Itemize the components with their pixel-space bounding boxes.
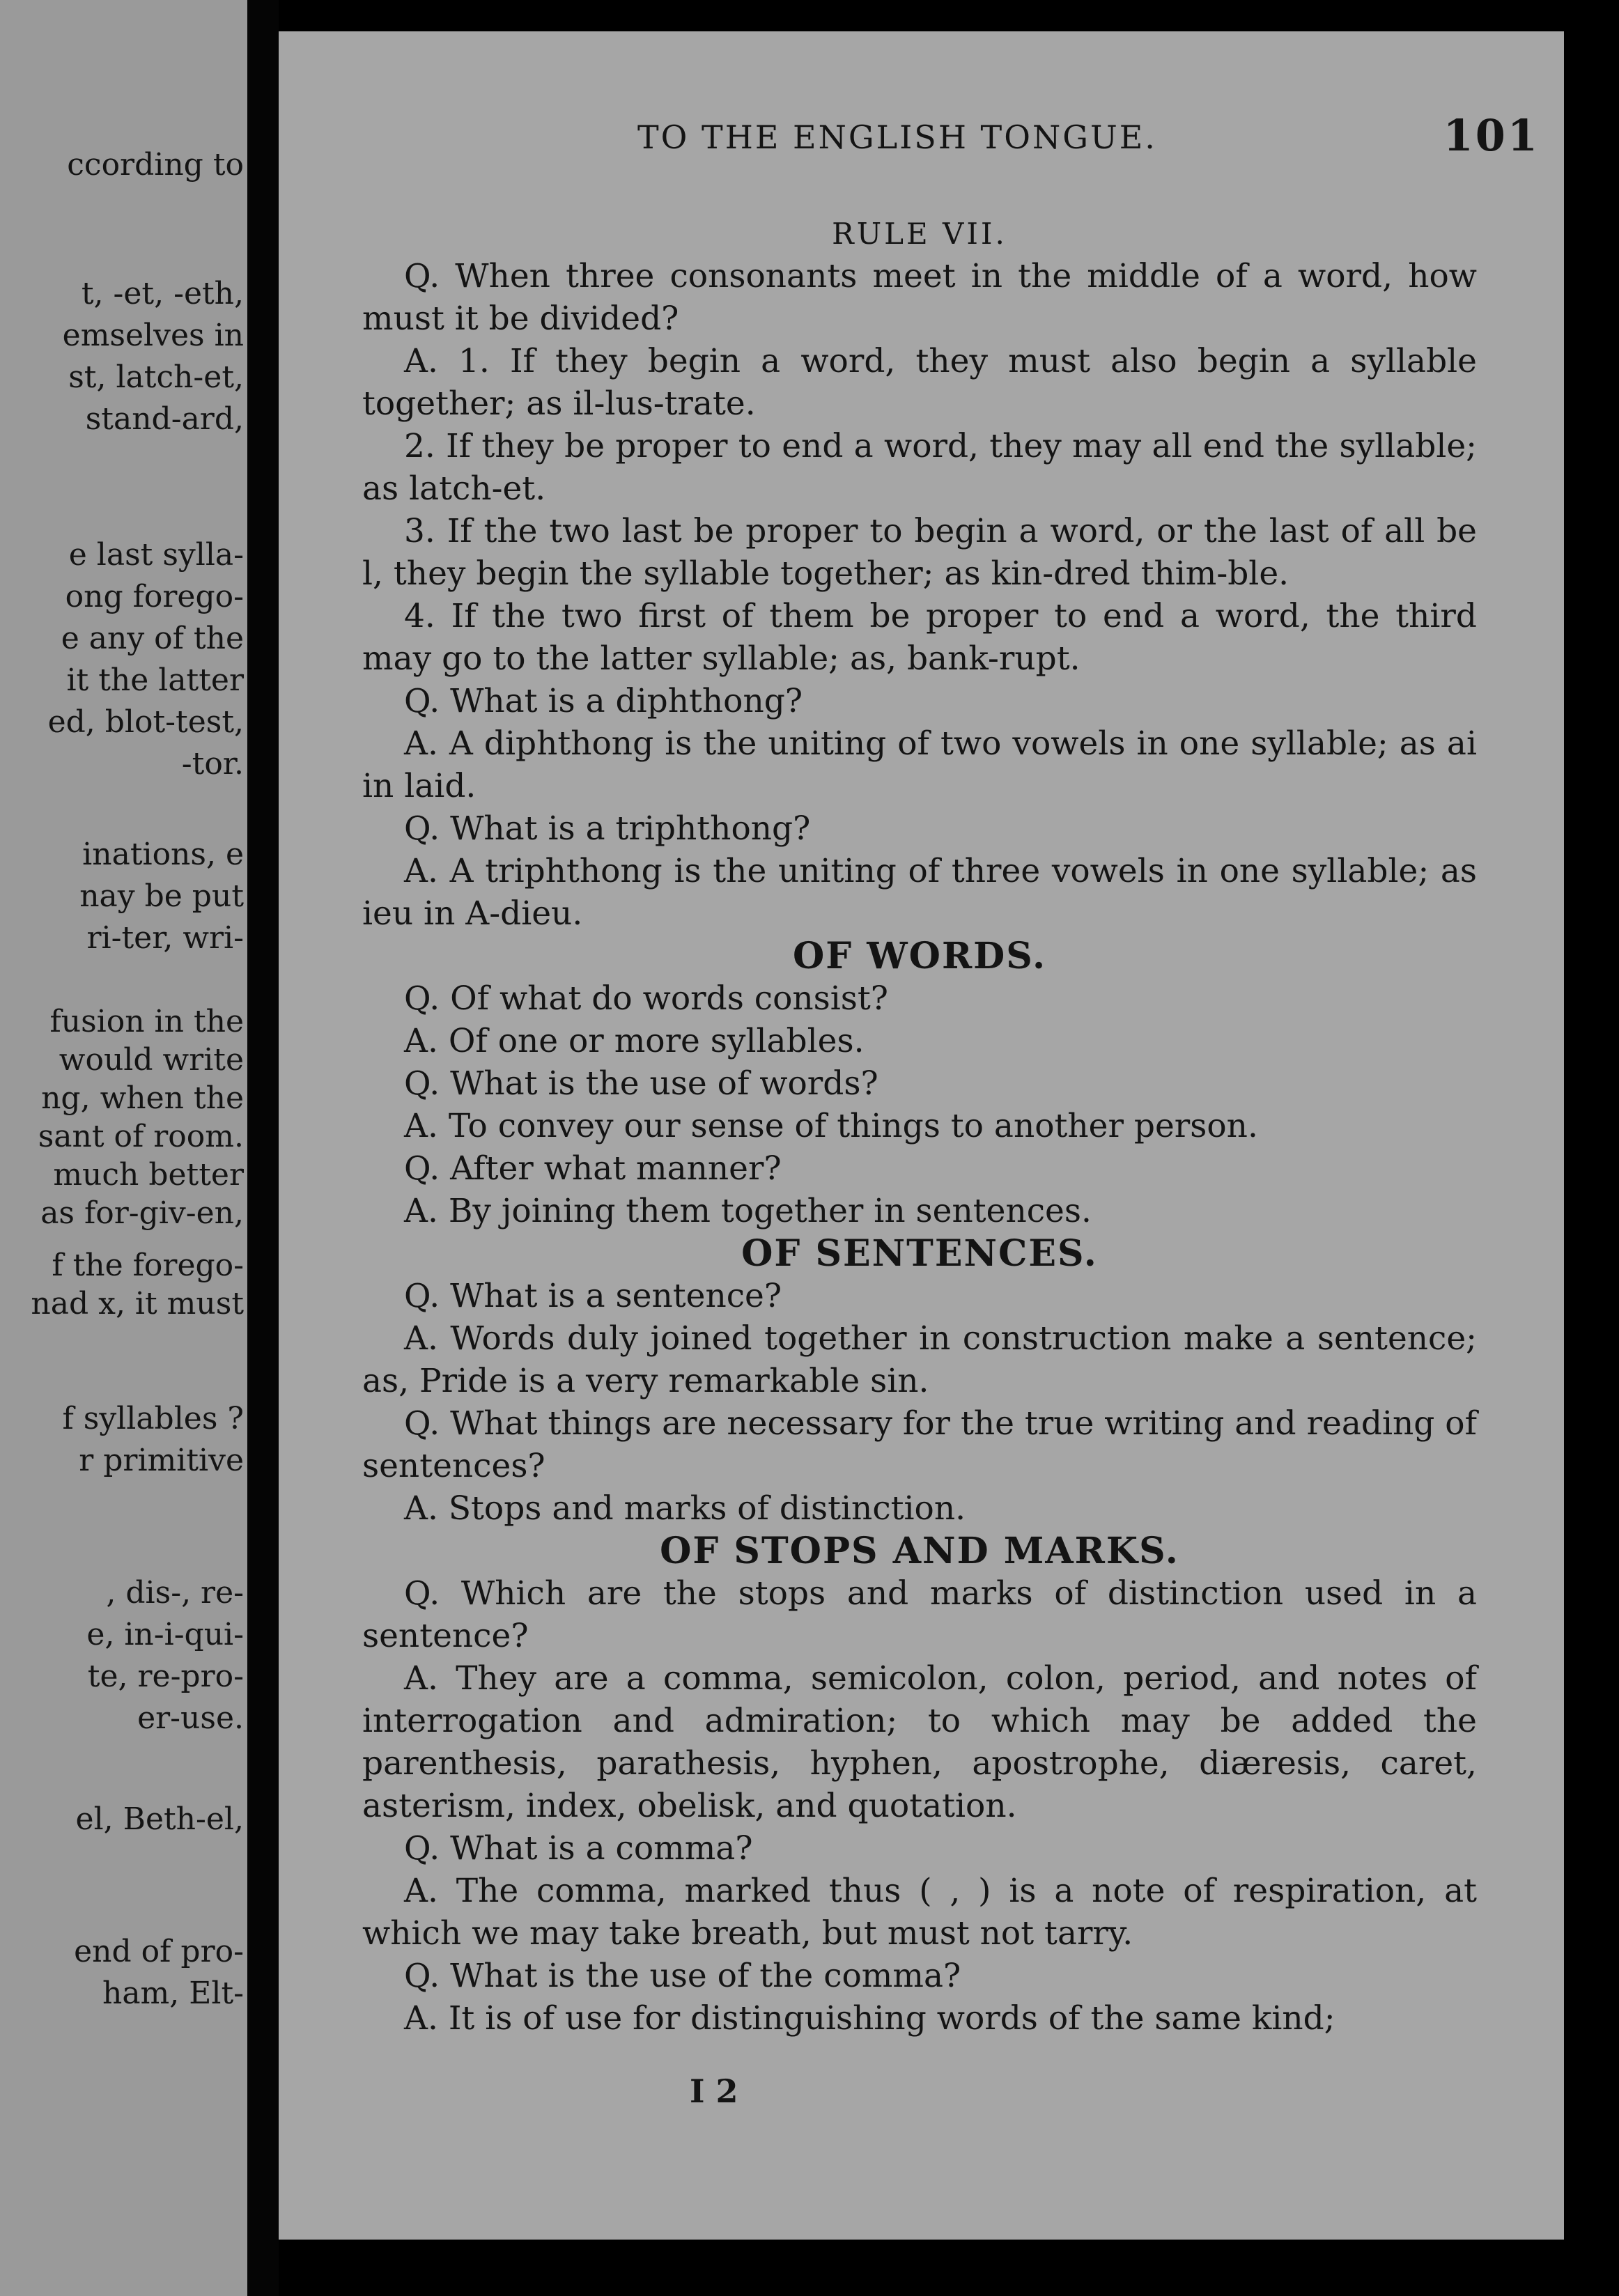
facing-page-line: it the latter	[66, 662, 244, 698]
answer: A. It is of use for distinguishing words of the same kind;	[404, 1999, 1335, 2038]
facing-page-line: inations, e	[82, 837, 244, 872]
facing-page-line: f syllables ?	[62, 1401, 244, 1436]
answer: A. The comma, marked thus ( , ) is a note of respiration, at which we may take breath, but must not tarry.	[362, 1872, 1477, 1953]
page-number: 101	[1443, 110, 1540, 161]
facing-page-line: er-use.	[137, 1700, 244, 1736]
facing-page-line: ed, blot-test,	[47, 704, 244, 740]
facing-page-line: end of pro-	[74, 1934, 244, 1969]
facing-page-line: ccording to	[67, 147, 244, 183]
answer: 4. If the two first of them be proper to end a word, the third may go to the latter syllable; as, bank-rupt.	[362, 597, 1477, 678]
question: Q. What is the use of the comma?	[404, 1957, 961, 1995]
facing-page-line: fusion in the	[49, 1004, 244, 1039]
question: Q. What is a sentence?	[404, 1277, 782, 1315]
facing-page-line: nad x, it must	[31, 1286, 244, 1321]
facing-page-line: ong forego-	[65, 579, 244, 614]
answer: 3. If the two last be proper to begin a word, or the last of all be l, they begin the syllable together; as kin-dred thim-ble.	[362, 512, 1477, 593]
facing-page-line: f the forego-	[52, 1248, 244, 1283]
question: Q. What is a triphthong?	[404, 809, 811, 848]
facing-page-line: emselves in	[62, 318, 244, 353]
answer: A. By joining them together in sentences.	[404, 1192, 1092, 1230]
rule-heading: RULE VII.	[832, 217, 1007, 251]
facing-page-line: st, latch-et,	[68, 359, 244, 395]
facing-page-line: much better	[53, 1157, 244, 1193]
question: Q. What is a comma?	[404, 1829, 753, 1868]
facing-page-line: e, in-i-qui-	[86, 1617, 244, 1652]
page-edge	[1564, 0, 1619, 2296]
question: Q. When three consonants meet in the middle of a word, how must it be divided?	[362, 257, 1477, 338]
facing-page-line: ham, Elt-	[102, 1976, 244, 2011]
page-body	[362, 212, 1477, 2040]
facing-page-line: el, Beth-el,	[75, 1801, 244, 1837]
question: Q. After what manner?	[404, 1149, 782, 1188]
facing-page-line: sant of room.	[38, 1119, 244, 1154]
facing-page-line: -tor.	[181, 746, 244, 782]
facing-page-line: nay be put	[79, 878, 244, 914]
facing-page-line: e any of the	[61, 621, 244, 656]
question: Q. Of what do words consist?	[404, 979, 888, 1018]
facing-page-line: e last sylla-	[68, 537, 244, 573]
answer: 2. If they be proper to end a word, they may all end the syllable; as latch-et.	[362, 427, 1477, 508]
question: Q. Which are the stops and marks of distinction used in a sentence?	[362, 1574, 1477, 1655]
answer: A. A diphthong is the uniting of two vowels in one syllable; as ai in laid.	[362, 724, 1477, 805]
running-head-title: TO THE ENGLISH TONGUE.	[637, 118, 1157, 156]
facing-page-line: , dis-, re-	[106, 1575, 244, 1611]
binding-gutter	[247, 0, 279, 2296]
question: Q. What is a diphthong?	[404, 682, 803, 720]
facing-page-line: ng, when the	[41, 1080, 244, 1116]
question: Q. What is the use of words?	[404, 1064, 878, 1103]
facing-page-fragment	[0, 0, 247, 2296]
answer: A. Stops and marks of distinction.	[404, 1489, 966, 1528]
section-heading-sentences: OF SENTENCES.	[741, 1232, 1098, 1275]
signature-mark: I 2	[690, 2072, 738, 2110]
answer: A. They are a comma, semicolon, colon, period, and notes of interrogation and admiration; to which may be added the parenthesis, parathesis, hyphen, apostrophe, diæresis, caret, asterism, index, obelisk, and quotation.	[362, 1659, 1477, 1825]
facing-page-line: would write	[59, 1042, 244, 1078]
facing-page-line: r primitive	[79, 1443, 244, 1478]
answer: A. A triphthong is the uniting of three vowels in one syllable; as ieu in A-dieu.	[362, 852, 1477, 933]
facing-page-line: as for-giv-en,	[40, 1195, 244, 1231]
question: Q. What things are necessary for the true writing and reading of sentences?	[362, 1404, 1477, 1485]
facing-page-line: ri-ter, wri-	[86, 920, 244, 956]
answer: A. Words duly joined together in construction make a sentence; as, Pride is a very remarkable sin.	[362, 1319, 1477, 1400]
answer: A. 1. If they begin a word, they must also begin a syllable together; as il-lus-trate.	[362, 342, 1477, 423]
facing-page-line: te, re-pro-	[87, 1659, 244, 1694]
answer: A. Of one or more syllables.	[404, 1022, 865, 1060]
answer: A. To convey our sense of things to another person.	[404, 1107, 1258, 1145]
section-heading-stops: OF STOPS AND MARKS.	[660, 1530, 1179, 1572]
facing-page-line: stand-ard,	[85, 401, 244, 437]
section-heading-words: OF WORDS.	[792, 935, 1047, 977]
facing-page-line: t, -et, -eth,	[81, 276, 244, 311]
